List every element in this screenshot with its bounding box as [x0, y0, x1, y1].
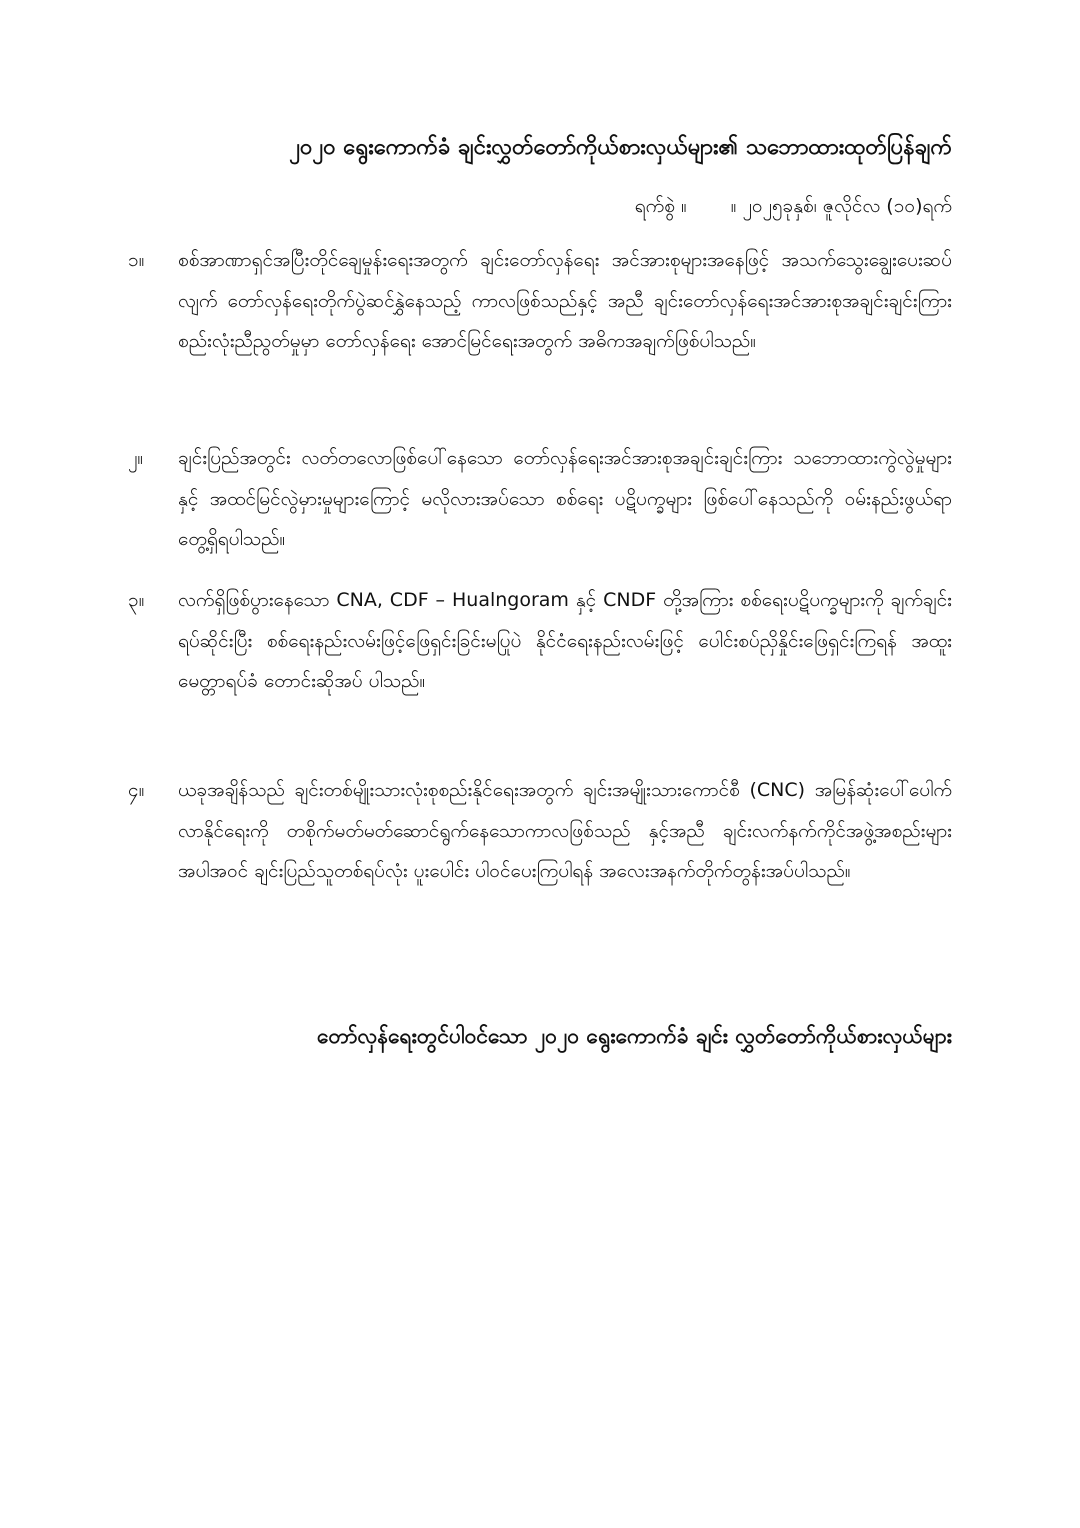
- paragraph-number: ၃။: [128, 589, 145, 611]
- paragraph-text: ချင်းပြည်အတွင်း လတ်တလောဖြစ်ပေါ်နေသော တော်လှန်ရေးအင်အားစုအချင်းချင်းကြား သဘောထားကွဲလွဲမှုများနှင့် အထင်မြင်လွဲမှားမှုများကြောင့် မလိုလားအပ်သော စစ်ရေး ပဋိပက္ခများ ဖြစ်ပေါ်နေသည်ကို ဝမ်းနည်းဖွယ်ရာ တွေ့ရှိရပါသည်။: [178, 447, 952, 550]
- paragraph-2: [128, 438, 952, 560]
- signature-line: တော်လှန်ရေးတွင်ပါဝင်သော ၂၀၂၀ ရွေးကောက်ခံ ချင်း လွှတ်တော်ကိုယ်စားလှယ်များ: [317, 1024, 952, 1048]
- paragraph-4: [128, 770, 952, 892]
- paragraph-text: စစ်အာဏာရှင်အပြီးတိုင်ချေမှုန်းရေးအတွက် ချင်းတော်လှန်ရေး အင်အားစုများအနေဖြင့် အသက်သွေးချွေးပေးဆပ်လျက် တော်လှန်ရေးတိုက်ပွဲဆင်နွှဲနေသည့် ကာလဖြစ်သည်နှင့် အညီ ချင်းတော်လှန်ရေးအင်အားစုအချင်းချင်းကြား စည်းလုံးညီညွတ်မှုမှာ တော်လှန်ရေး အောင်မြင်ရေးအတွက် အဓိကအချက်ဖြစ်ပါသည်။: [178, 249, 952, 352]
- paragraph-number: ၂။: [128, 447, 144, 469]
- paragraph-3: [128, 580, 952, 702]
- document-title: ၂၀၂၀ ရွေးကောက်ခံ ချင်းလွှတ်တော်ကိုယ်စားလှယ်များ၏ သဘောထားထုတ်ပြန်ချက်: [289, 135, 952, 160]
- paragraph-number: ၄။: [128, 779, 145, 801]
- paragraph-number: ၁။: [128, 249, 145, 271]
- date-line: [130, 188, 952, 224]
- paragraph-1: [128, 240, 952, 362]
- paragraph-text: ယခုအချိန်သည် ချင်းတစ်မျိုးသားလုံးစုစည်းနိုင်ရေးအတွက် ချင်းအမျိုးသားကောင်စီ (CNC) အမြန်ဆုံးပေါ်ပေါက်လာနိုင်ရေးကို တစိုက်မတ်မတ်ဆောင်ရွက်နေသောကာလဖြစ်သည် နှင့်အညီ ချင်းလက်နက်ကိုင်အဖွဲ့အစည်းများအပါအဝင် ချင်းပြည်သူတစ်ရပ်လုံး ပူးပေါင်း ပါဝင်ပေးကြပါရန် အလေးအနက်တိုက်တွန်းအပ်ပါသည်။: [178, 779, 952, 882]
- date-label: ရက်စွဲ ။: [634, 195, 687, 217]
- paragraph-text: လက်ရှိဖြစ်ပွားနေသော CNA, CDF – Hualngoram နှင့် CNDF တို့အကြား စစ်ရေးပဋိပက္ခများကို ချက်ချင်းရပ်ဆိုင်းပြီး စစ်ရေးနည်းလမ်းဖြင့်ဖြေရှင်းခြင်းမပြုပဲ နိုင်ငံရေးနည်းလမ်းဖြင့် ပေါင်းစပ်ညှိနှိုင်းဖြေရှင်းကြရန် အထူးမေတ္တာရပ်ခံ တောင်းဆိုအပ် ပါသည်။: [178, 589, 952, 692]
- date-value: ။ ၂၀၂၅ခုနှစ်၊ ဇူလိုင်လ (၁၀)ရက်: [730, 195, 952, 217]
